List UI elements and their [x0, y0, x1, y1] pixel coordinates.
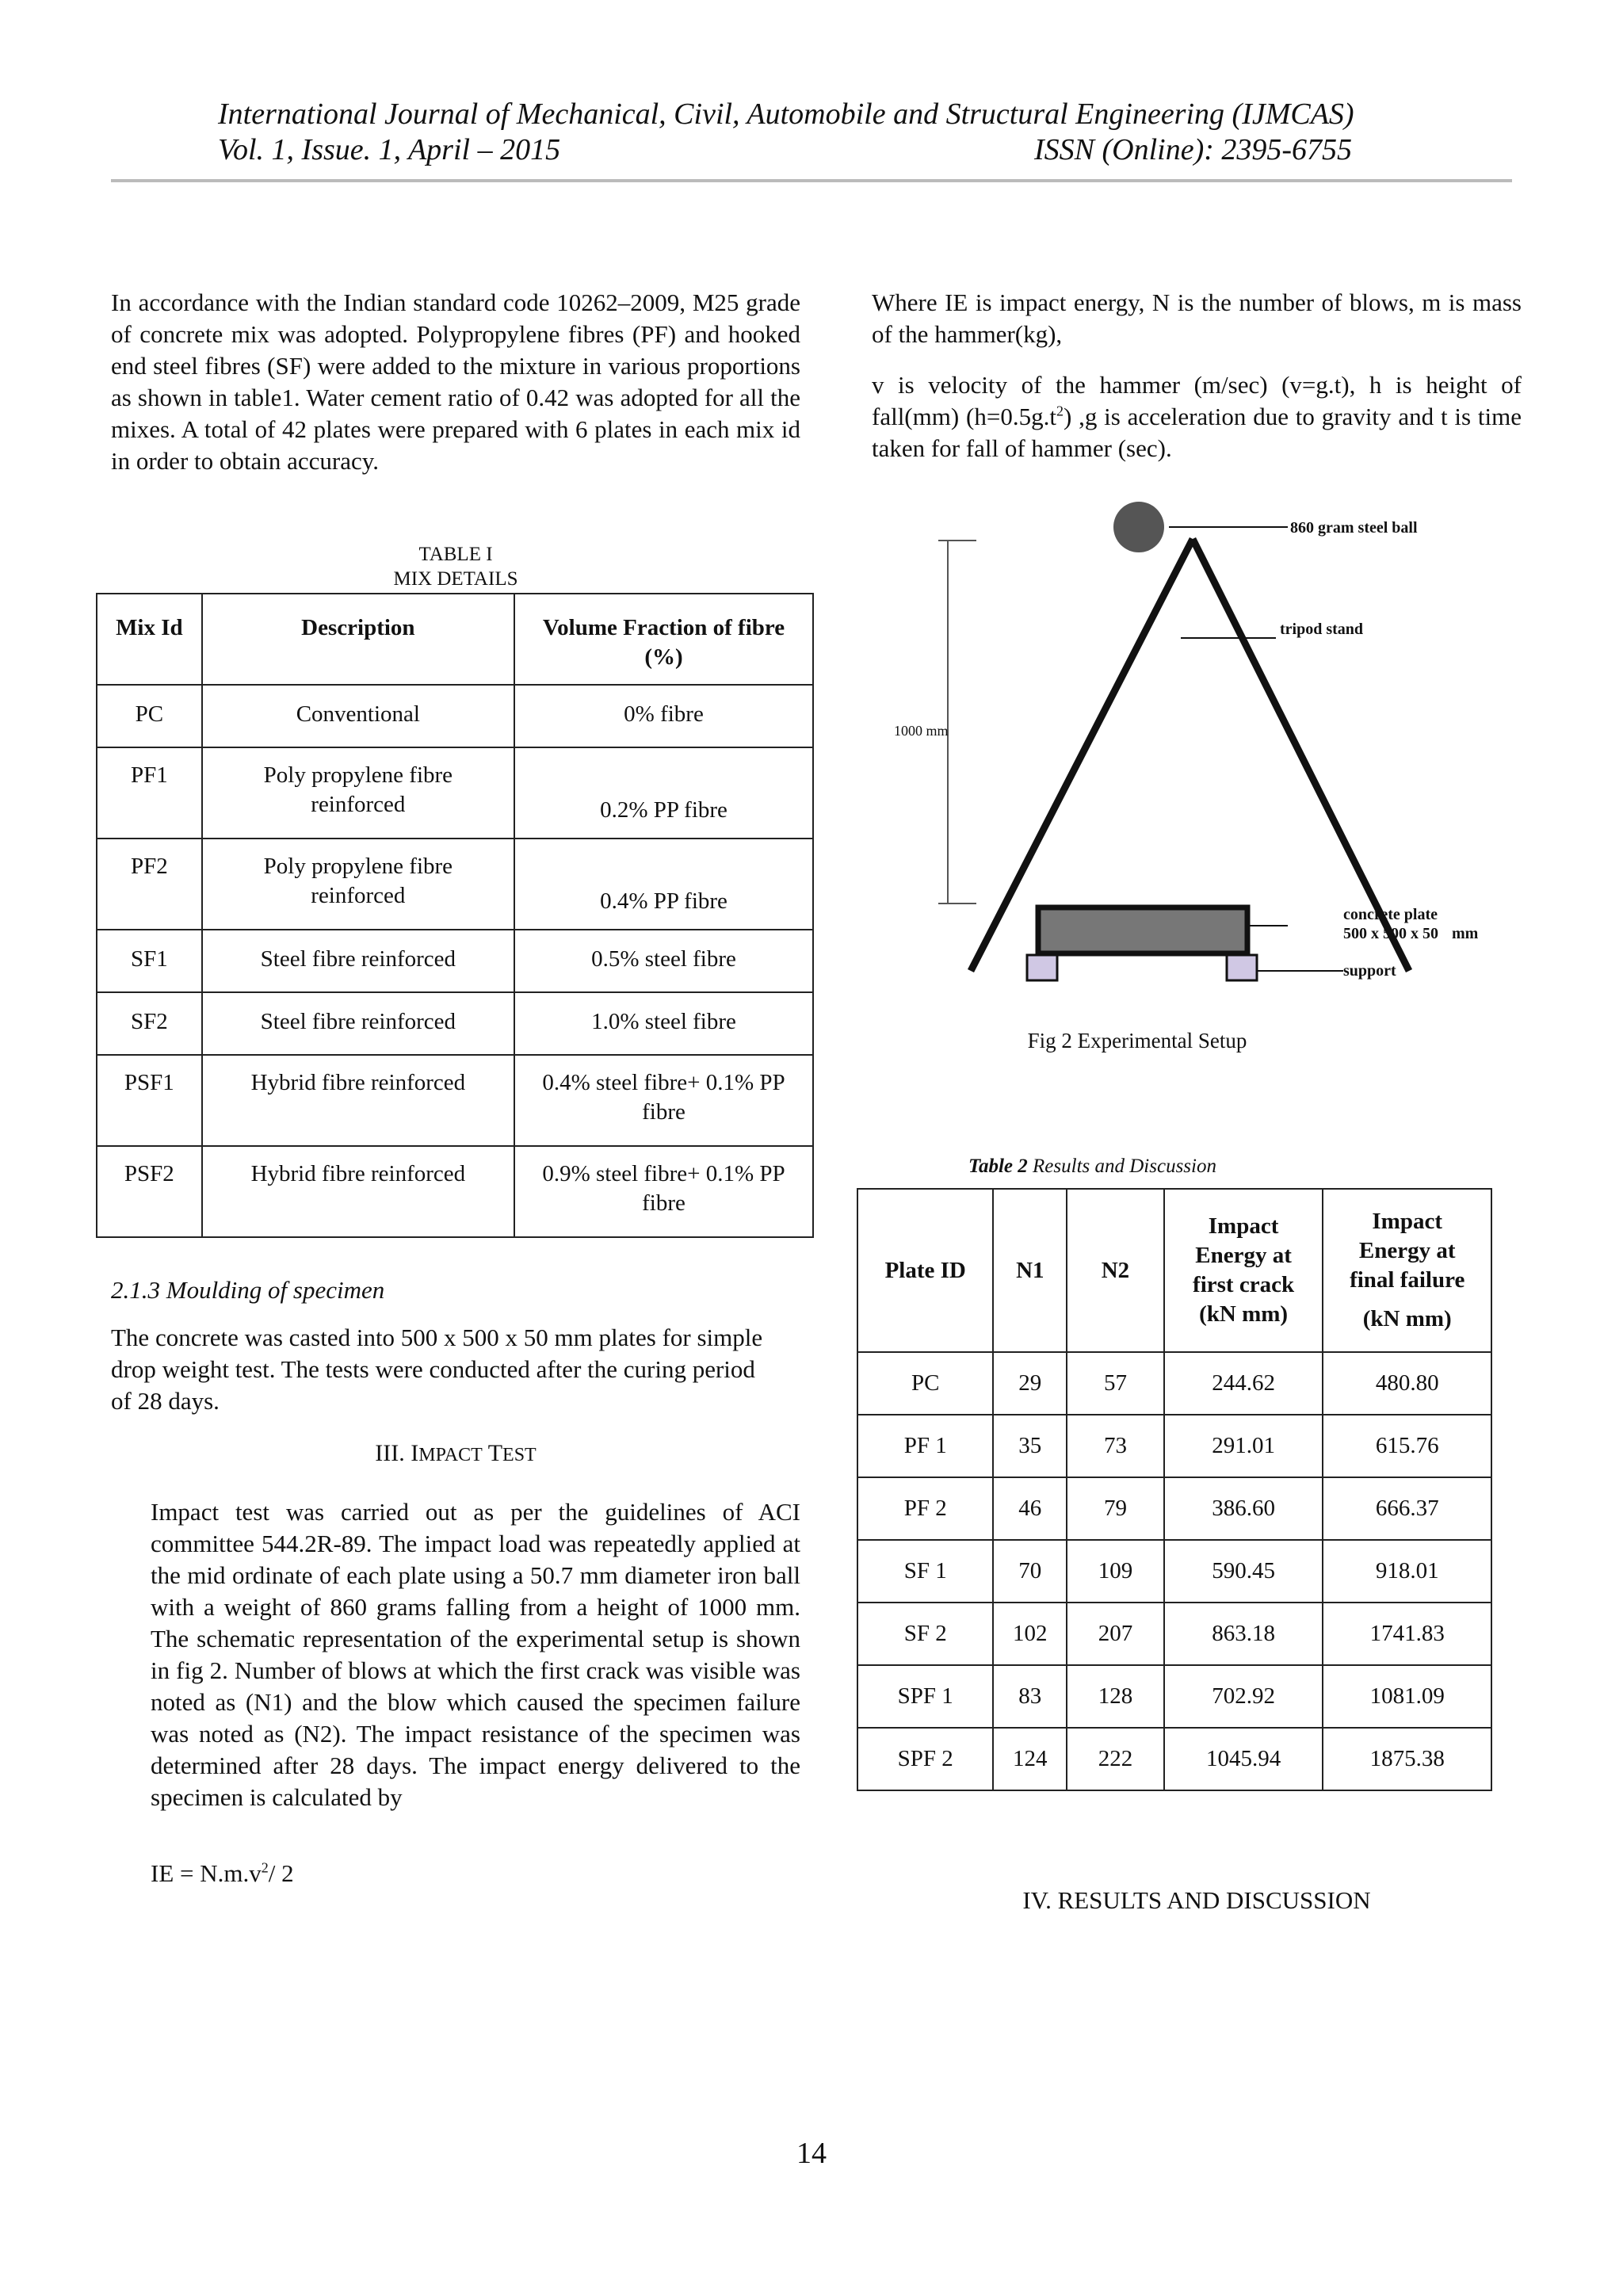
velocity-part1: v is velocity of the hammer (m/sec) (v=g.t), h is height of fall(mm) (h=0.5g.t — [872, 371, 1522, 430]
table-cell: PF 1 — [857, 1415, 993, 1477]
table-cell: 0% fibre — [514, 685, 813, 747]
table-cell: 207 — [1067, 1603, 1164, 1665]
table-cell: 291.01 — [1164, 1415, 1323, 1477]
table2-header-final-failure — [1323, 1189, 1491, 1352]
label-plate-size: 500 x 500 x 50 — [1343, 925, 1438, 942]
impact-paragraph: Impact test was carried out as per the guidelines of ACI committee 544.2R-89. The impact load was repeatedly applied at the mid ordinate of each plate using a 50.7 mm diameter iron ball with a weight of 860 grams falling from a height of 1000 mm. The schematic representation of the experimental setup is shown in fig 2. Number of blows at which the first crack was visible was noted as (N1) and the blow which caused the specimen failure was noted as (N2). The impact resistance of the specimen was determined after 28 days. The impact energy delivered to the specimen is calculated by — [151, 1498, 800, 1811]
table-cell: SF1 — [97, 930, 202, 992]
table-cell: Hybrid fibre reinforced — [202, 1146, 514, 1237]
table-cell: SPF 1 — [857, 1665, 993, 1728]
table-cell: 1875.38 — [1323, 1728, 1491, 1790]
table-cell: SF 2 — [857, 1603, 993, 1665]
table-cell: SF2 — [97, 992, 202, 1055]
table-cell: 70 — [993, 1540, 1067, 1603]
table-row — [857, 1477, 1491, 1540]
results-table — [857, 1188, 1492, 1791]
table-row — [857, 1603, 1491, 1665]
table-cell: 0.4% PP fibre — [514, 839, 813, 930]
table2-title — [968, 1156, 1216, 1178]
table2-header-final-failure-label: Impact Energy at final failure — [1350, 1209, 1465, 1293]
label-tripod-stand: tripod stand — [1280, 621, 1364, 638]
header-rule — [111, 179, 1512, 182]
table-cell: 102 — [993, 1603, 1067, 1665]
table-row — [857, 1415, 1491, 1477]
table-row — [97, 839, 813, 930]
table-cell: 79 — [1067, 1477, 1164, 1540]
support-left — [1027, 955, 1057, 980]
table-cell: 0.2% PP fibre — [514, 747, 813, 839]
table-cell: 29 — [993, 1352, 1067, 1415]
label-support: support — [1343, 962, 1396, 980]
table2-header-n1: N1 — [993, 1189, 1067, 1352]
table-cell: SPF 2 — [857, 1728, 993, 1790]
table-cell: PSF1 — [97, 1055, 202, 1146]
table-cell: Poly propylene fibre reinforced — [202, 839, 514, 930]
velocity-superscript: 2 — [1056, 403, 1064, 419]
table-cell: 0.4% steel fibre+ 0.1% PP fibre — [514, 1055, 813, 1146]
table-cell: 128 — [1067, 1665, 1164, 1728]
table2-header-row — [857, 1189, 1491, 1352]
table-cell: 386.60 — [1164, 1477, 1323, 1540]
table-row — [857, 1665, 1491, 1728]
table1-title-line1: TABLE I — [418, 544, 493, 565]
issn: ISSN (Online): 2395-6755 — [1034, 133, 1353, 166]
table-cell: 1741.83 — [1323, 1603, 1491, 1665]
table-row — [857, 1352, 1491, 1415]
table-cell: PC — [97, 685, 202, 747]
table2-header-final-failure-unit: (kN mm) — [1362, 1306, 1452, 1331]
table-cell: Steel fibre reinforced — [202, 930, 514, 992]
table-cell: 918.01 — [1323, 1540, 1491, 1603]
table2-header-n2: N2 — [1067, 1189, 1164, 1352]
table-cell: 480.80 — [1323, 1352, 1491, 1415]
impact-heading-word2: EST — [502, 1445, 537, 1465]
label-steel-ball: 860 gram steel ball — [1290, 519, 1418, 537]
mix-details-table — [96, 593, 814, 1238]
table2-title-bold: Table 2 — [968, 1156, 1028, 1177]
table1-header-row — [97, 594, 813, 685]
table1-header-description: Description — [202, 594, 514, 685]
impact-test-heading — [95, 1440, 816, 1467]
formula-suffix: / 2 — [268, 1859, 294, 1887]
table-cell: 109 — [1067, 1540, 1164, 1603]
table-cell: PF2 — [97, 839, 202, 930]
journal-title: International Journal of Mechanical, Civil, Automobile and Structural Engineering (IJMCAS) — [218, 97, 1354, 131]
experimental-setup-figure — [872, 491, 1522, 999]
table1-header-volume: Volume Fraction of fibre (%) — [514, 594, 813, 685]
table-cell: 46 — [993, 1477, 1067, 1540]
table1-title-line2: MIX DETAILS — [393, 568, 518, 590]
moulding-heading: 2.1.3 Moulding of specimen — [111, 1276, 385, 1304]
table-row — [97, 1055, 813, 1146]
table-cell: 57 — [1067, 1352, 1164, 1415]
support-right — [1227, 955, 1257, 980]
table2-title-rest: Results and Discussion — [1027, 1156, 1216, 1177]
table-cell: 1045.94 — [1164, 1728, 1323, 1790]
velocity-part2: ) ,g is acceleration due to gravity and t is time taken for fall of hammer (sec). — [872, 403, 1522, 462]
table-cell: 615.76 — [1323, 1415, 1491, 1477]
velocity-paragraph — [872, 369, 1522, 464]
table-cell: PSF2 — [97, 1146, 202, 1237]
table-cell: 35 — [993, 1415, 1067, 1477]
figure-caption: Fig 2 Experimental Setup — [1027, 1029, 1247, 1052]
table-row — [97, 992, 813, 1055]
impact-energy-formula — [151, 1859, 294, 1888]
table-cell: 1.0% steel fibre — [514, 992, 813, 1055]
table-cell: 666.37 — [1323, 1477, 1491, 1540]
table1-header-mixid: Mix Id — [97, 594, 202, 685]
label-plate-unit: mm — [1452, 925, 1479, 942]
volume-issue: Vol. 1, Issue. 1, April – 2015 — [218, 133, 561, 166]
table-row — [97, 1146, 813, 1237]
table1-title — [95, 542, 816, 591]
table-cell: 863.18 — [1164, 1603, 1323, 1665]
table-cell: 222 — [1067, 1728, 1164, 1790]
steel-ball — [1113, 502, 1164, 552]
table-cell: 702.92 — [1164, 1665, 1323, 1728]
table2-header-plate-id: Plate ID — [857, 1189, 993, 1352]
table-cell: SF 1 — [857, 1540, 993, 1603]
impact-heading-t: T — [482, 1440, 503, 1466]
table-cell: 0.5% steel fibre — [514, 930, 813, 992]
table-cell: PF 2 — [857, 1477, 993, 1540]
formula-superscript: 2 — [261, 1859, 269, 1876]
table-cell: 124 — [993, 1728, 1067, 1790]
table-row — [857, 1728, 1491, 1790]
table-cell: 590.45 — [1164, 1540, 1323, 1603]
concrete-plate — [1038, 907, 1247, 953]
table-cell: PF1 — [97, 747, 202, 839]
intro-paragraph: In accordance with the Indian standard code 10262–2009, M25 grade of concrete mix was adopted. Polypropylene fibres (PF) and hooked end steel fibres (SF) were added to the mixture in various proportions as shown in table1. Water cement ratio of 0.42 was adopted for all the mixes. A total of 42 plates were prepared with 6 plates in each mix id in order to obtain accuracy. — [111, 288, 800, 475]
table-cell: Conventional — [202, 685, 514, 747]
table-row — [97, 930, 813, 992]
formula-prefix: IE = N.m.v — [151, 1859, 262, 1887]
section4-heading: IV. RESULTS AND DISCUSSION — [1022, 1886, 1371, 1914]
table-cell: 244.62 — [1164, 1352, 1323, 1415]
table-cell: 83 — [993, 1665, 1067, 1728]
label-1000mm: 1000 mm — [894, 723, 949, 739]
table-cell: 1081.09 — [1323, 1665, 1491, 1728]
table2-header-first-crack: Impact Energy at first crack (kN mm) — [1164, 1189, 1323, 1352]
table-cell: PC — [857, 1352, 993, 1415]
page-number: 14 — [796, 2137, 827, 2170]
table-row — [97, 685, 813, 747]
label-concrete-plate: concrete plate — [1343, 906, 1438, 923]
impact-heading-number: III. I — [375, 1440, 419, 1466]
table-cell: Steel fibre reinforced — [202, 992, 514, 1055]
impact-heading-word1: MPACT — [418, 1445, 483, 1465]
table-row — [97, 747, 813, 839]
moulding-paragraph: The concrete was casted into 500 x 500 x 50 mm plates for simple drop weight test. The tests were conducted after the curing period of 28 days. — [111, 1324, 763, 1415]
table-cell: Hybrid fibre reinforced — [202, 1055, 514, 1146]
table-cell: 73 — [1067, 1415, 1164, 1477]
where-paragraph: Where IE is impact energy, N is the number of blows, m is mass of the hammer(kg), — [872, 288, 1522, 348]
table-row — [857, 1540, 1491, 1603]
table-cell: 0.9% steel fibre+ 0.1% PP fibre — [514, 1146, 813, 1237]
table-cell: Poly propylene fibre reinforced — [202, 747, 514, 839]
